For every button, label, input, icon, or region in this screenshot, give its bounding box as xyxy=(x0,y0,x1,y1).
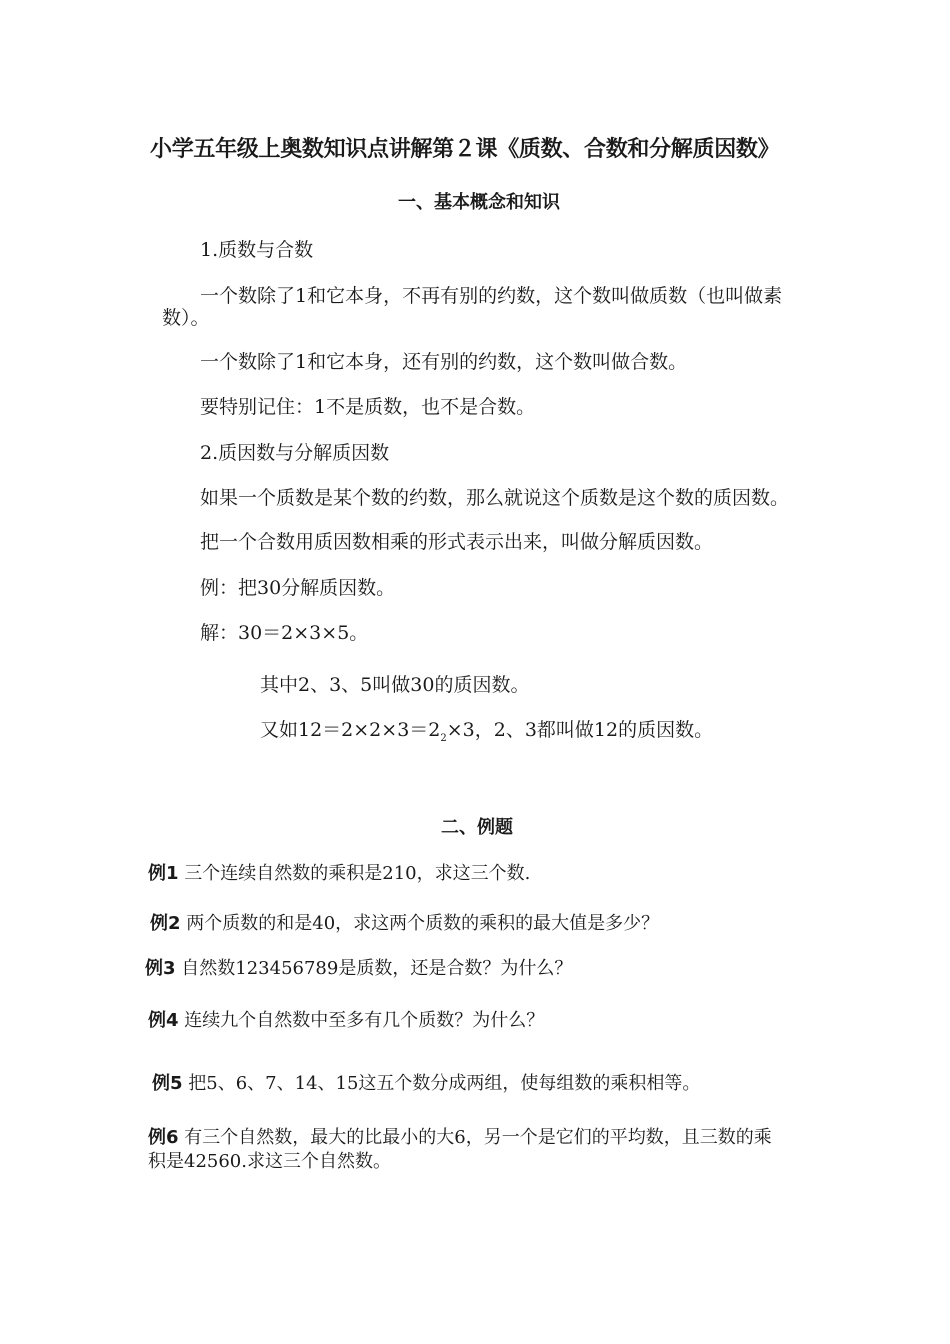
prime-factor-definition: 如果一个质数是某个数的约数，那么就说这个质数是这个数的质因数。 xyxy=(200,487,790,509)
exponent: 2 xyxy=(440,732,447,744)
example-label: 例1 xyxy=(148,863,179,884)
second-example xyxy=(260,718,713,751)
example-prompt: 例：把30分解质因数。 xyxy=(200,577,396,599)
example-text: 自然数123456789是质数，还是合数？为什么？ xyxy=(181,958,573,979)
note-one: 要特别记住：1不是质数，也不是合数。 xyxy=(200,396,536,418)
example-label: 例4 xyxy=(148,1010,179,1031)
second-example-part2: ×3，2、3都叫做12的质因数。 xyxy=(446,719,714,741)
example-label: 例5 xyxy=(152,1073,183,1094)
page-title: 小学五年级上奥数知识点讲解第２课《质数、合数和分解质因数》 xyxy=(150,137,780,162)
section-heading-examples: 二、例题 xyxy=(441,817,513,838)
example-3 xyxy=(145,957,572,981)
factorization-definition: 把一个合数用质因数相乘的形式表示出来，叫做分解质因数。 xyxy=(200,531,714,553)
example-4 xyxy=(148,1009,544,1033)
example-explanation: 其中2、3、5叫做30的质因数。 xyxy=(260,674,530,696)
example-label: 例2 xyxy=(150,913,181,934)
example-1 xyxy=(148,862,530,886)
second-example-part1: 又如12＝2×2×3＝2 xyxy=(260,719,441,741)
example-text: 两个质数的和是40，求这两个质数的乘积的最大值是多少？ xyxy=(186,913,660,934)
composite-definition: 一个数除了1和它本身，还有别的约数，这个数叫做合数。 xyxy=(200,351,688,373)
example-label: 例3 xyxy=(145,958,176,979)
section-heading-basics: 一、基本概念和知识 xyxy=(398,192,560,213)
example-label: 例6 xyxy=(148,1127,179,1148)
subheading-prime-factors: 2.质因数与分解质因数 xyxy=(200,442,390,464)
example-2 xyxy=(150,912,659,936)
example-text: 连续九个自然数中至多有几个质数？为什么？ xyxy=(184,1010,545,1031)
example-6 xyxy=(148,1126,788,1174)
example-5 xyxy=(152,1072,700,1096)
prime-definition: 一个数除了1和它本身，不再有别的约数，这个数叫做质数（也叫做素 xyxy=(200,285,783,307)
prime-definition-continued: 数）。 xyxy=(162,307,210,329)
example-solution: 解：30＝2×3×5。 xyxy=(200,622,369,644)
example-text: 有三个自然数，最大的比最小的大6，另一个是它们的平均数，且三数的乘积是42560.求这三个自然数。 xyxy=(148,1127,772,1172)
subheading-prime-composite: 1.质数与合数 xyxy=(200,239,314,261)
example-text: 三个连续自然数的乘积是210，求这三个数. xyxy=(184,863,531,884)
example-text: 把5、6、7、14、15这五个数分成两组，使每组数的乘积相等。 xyxy=(188,1073,701,1094)
